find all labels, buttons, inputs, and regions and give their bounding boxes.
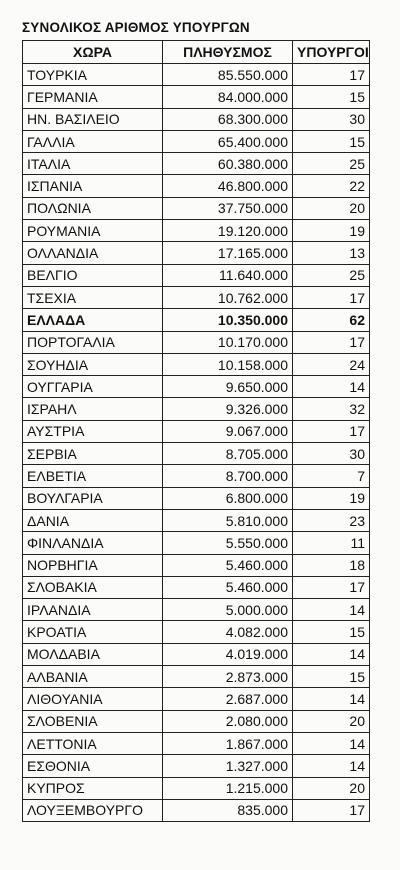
population-cell: 37.750.000 [163,197,293,219]
country-cell: ΜΟΛΔΑΒΙΑ [23,643,163,665]
population-cell: 19.120.000 [163,220,293,242]
country-cell: ΙΣΡΑΗΛ [23,398,163,420]
column-header-ministers: ΥΠΟΥΡΓΟΙ [293,41,370,64]
table-row [23,554,370,576]
ministers-cell: 14 [293,755,370,777]
country-cell: ΓΑΛΛΙΑ [23,130,163,152]
population-cell: 8.705.000 [163,443,293,465]
ministers-table [22,40,370,822]
table-row [23,353,370,375]
table-row [23,732,370,754]
country-cell: ΠΟΛΩΝΙΑ [23,197,163,219]
table-row [23,376,370,398]
table-row [23,220,370,242]
ministers-cell: 30 [293,443,370,465]
table-row [23,643,370,665]
table-row [23,420,370,442]
table-row [23,688,370,710]
population-cell: 5.810.000 [163,509,293,531]
ministers-cell: 32 [293,398,370,420]
population-cell: 10.350.000 [163,309,293,331]
table-row [23,398,370,420]
population-cell: 1.327.000 [163,755,293,777]
population-cell: 10.158.000 [163,353,293,375]
population-cell: 8.700.000 [163,465,293,487]
ministers-cell: 17 [293,286,370,308]
population-cell: 1.867.000 [163,732,293,754]
ministers-cell: 17 [293,576,370,598]
population-cell: 2.873.000 [163,666,293,688]
ministers-cell: 20 [293,777,370,799]
population-cell: 9.067.000 [163,420,293,442]
table-row [23,599,370,621]
country-cell: ΣΟΥΗΔΙΑ [23,353,163,375]
population-cell: 1.215.000 [163,777,293,799]
ministers-cell: 18 [293,554,370,576]
ministers-cell: 17 [293,420,370,442]
country-cell: ΑΛΒΑΝΙΑ [23,666,163,688]
country-cell: ΕΣΘΟΝΙΑ [23,755,163,777]
country-cell: ΒΕΛΓΙΟ [23,264,163,286]
country-cell: ΟΛΛΑΝΔΙΑ [23,242,163,264]
ministers-cell: 14 [293,732,370,754]
country-cell: ΡΟΥΜΑΝΙΑ [23,220,163,242]
population-cell: 5.460.000 [163,554,293,576]
ministers-cell: 14 [293,643,370,665]
table-row [23,799,370,821]
table-row [23,777,370,799]
table-header-row [23,41,370,64]
country-cell: ΝΟΡΒΗΓΙΑ [23,554,163,576]
population-cell: 60.380.000 [163,153,293,175]
population-cell: 11.640.000 [163,264,293,286]
column-header-population: ΠΛΗΘΥΣΜΟΣ [163,41,293,64]
country-cell: ΣΛΟΒΕΝΙΑ [23,710,163,732]
ministers-cell: 30 [293,108,370,130]
country-cell: ΙΣΠΑΝΙΑ [23,175,163,197]
ministers-cell: 15 [293,666,370,688]
population-cell: 2.080.000 [163,710,293,732]
population-cell: 2.687.000 [163,688,293,710]
table-row [23,755,370,777]
table-row [23,130,370,152]
table-body [23,64,370,822]
table-row [23,175,370,197]
population-cell: 68.300.000 [163,108,293,130]
population-cell: 835.000 [163,799,293,821]
country-cell: ΠΟΡΤΟΓΑΛΙΑ [23,331,163,353]
table-row [23,621,370,643]
country-cell: ΕΛΒΕΤΙΑ [23,465,163,487]
ministers-cell: 20 [293,710,370,732]
population-cell: 85.550.000 [163,64,293,86]
ministers-cell: 20 [293,197,370,219]
table-row [23,509,370,531]
population-cell: 10.762.000 [163,286,293,308]
ministers-cell: 15 [293,86,370,108]
country-cell: ΗΝ. ΒΑΣΙΛΕΙΟ [23,108,163,130]
ministers-cell: 17 [293,331,370,353]
ministers-cell: 23 [293,509,370,531]
country-cell: ΦΙΝΛΑΝΔΙΑ [23,532,163,554]
country-cell: ΟΥΓΓΑΡΙΑ [23,376,163,398]
ministers-cell: 19 [293,220,370,242]
country-cell: ΔΑΝΙΑ [23,509,163,531]
ministers-cell: 14 [293,688,370,710]
ministers-cell: 62 [293,309,370,331]
column-header-country: ΧΩΡΑ [23,41,163,64]
country-cell: ΕΛΛΑΔΑ [23,309,163,331]
ministers-cell: 19 [293,487,370,509]
table-row [23,197,370,219]
population-cell: 5.550.000 [163,532,293,554]
ministers-cell: 7 [293,465,370,487]
table-row [23,331,370,353]
country-cell: ΤΣΕΧΙΑ [23,286,163,308]
population-cell: 46.800.000 [163,175,293,197]
ministers-cell: 14 [293,376,370,398]
table-row [23,108,370,130]
country-cell: ΒΟΥΛΓΑΡΙΑ [23,487,163,509]
population-cell: 6.800.000 [163,487,293,509]
country-cell: ΣΕΡΒΙΑ [23,443,163,465]
population-cell: 9.650.000 [163,376,293,398]
population-cell: 17.165.000 [163,242,293,264]
document-title: ΣΥΝΟΛΙΚΟΣ ΑΡΙΘΜΟΣ ΥΠΟΥΡΓΩΝ [22,20,250,35]
population-cell: 65.400.000 [163,130,293,152]
population-cell: 4.082.000 [163,621,293,643]
population-cell: 5.000.000 [163,599,293,621]
table-row [23,710,370,732]
country-cell: ΣΛΟΒΑΚΙΑ [23,576,163,598]
country-cell: ΙΤΑΛΙΑ [23,153,163,175]
table-row [23,532,370,554]
country-cell: ΤΟΥΡΚΙΑ [23,64,163,86]
table-row [23,264,370,286]
ministers-cell: 25 [293,264,370,286]
ministers-cell: 15 [293,130,370,152]
ministers-cell: 15 [293,621,370,643]
table-row [23,309,370,331]
table-row [23,286,370,308]
population-cell: 9.326.000 [163,398,293,420]
population-cell: 5.460.000 [163,576,293,598]
table-row [23,576,370,598]
table-row [23,64,370,86]
ministers-cell: 25 [293,153,370,175]
table-row [23,443,370,465]
ministers-cell: 17 [293,799,370,821]
country-cell: ΛΟΥΞΕΜΒΟΥΡΓΟ [23,799,163,821]
table-row [23,242,370,264]
table-row [23,465,370,487]
table-row [23,86,370,108]
country-cell: ΚΡΟΑΤΙΑ [23,621,163,643]
country-cell: ΑΥΣΤΡΙΑ [23,420,163,442]
ministers-cell: 13 [293,242,370,264]
ministers-cell: 17 [293,64,370,86]
ministers-cell: 24 [293,353,370,375]
population-cell: 10.170.000 [163,331,293,353]
population-cell: 84.000.000 [163,86,293,108]
table-row [23,666,370,688]
country-cell: ΓΕΡΜΑΝΙΑ [23,86,163,108]
table-row [23,487,370,509]
country-cell: ΚΥΠΡΟΣ [23,777,163,799]
country-cell: ΛΙΘΟΥΑΝΙΑ [23,688,163,710]
ministers-cell: 14 [293,599,370,621]
ministers-cell: 22 [293,175,370,197]
population-cell: 4.019.000 [163,643,293,665]
ministers-cell: 11 [293,532,370,554]
table-row [23,153,370,175]
country-cell: ΛΕΤΤΟΝΙΑ [23,732,163,754]
country-cell: ΙΡΛΑΝΔΙΑ [23,599,163,621]
